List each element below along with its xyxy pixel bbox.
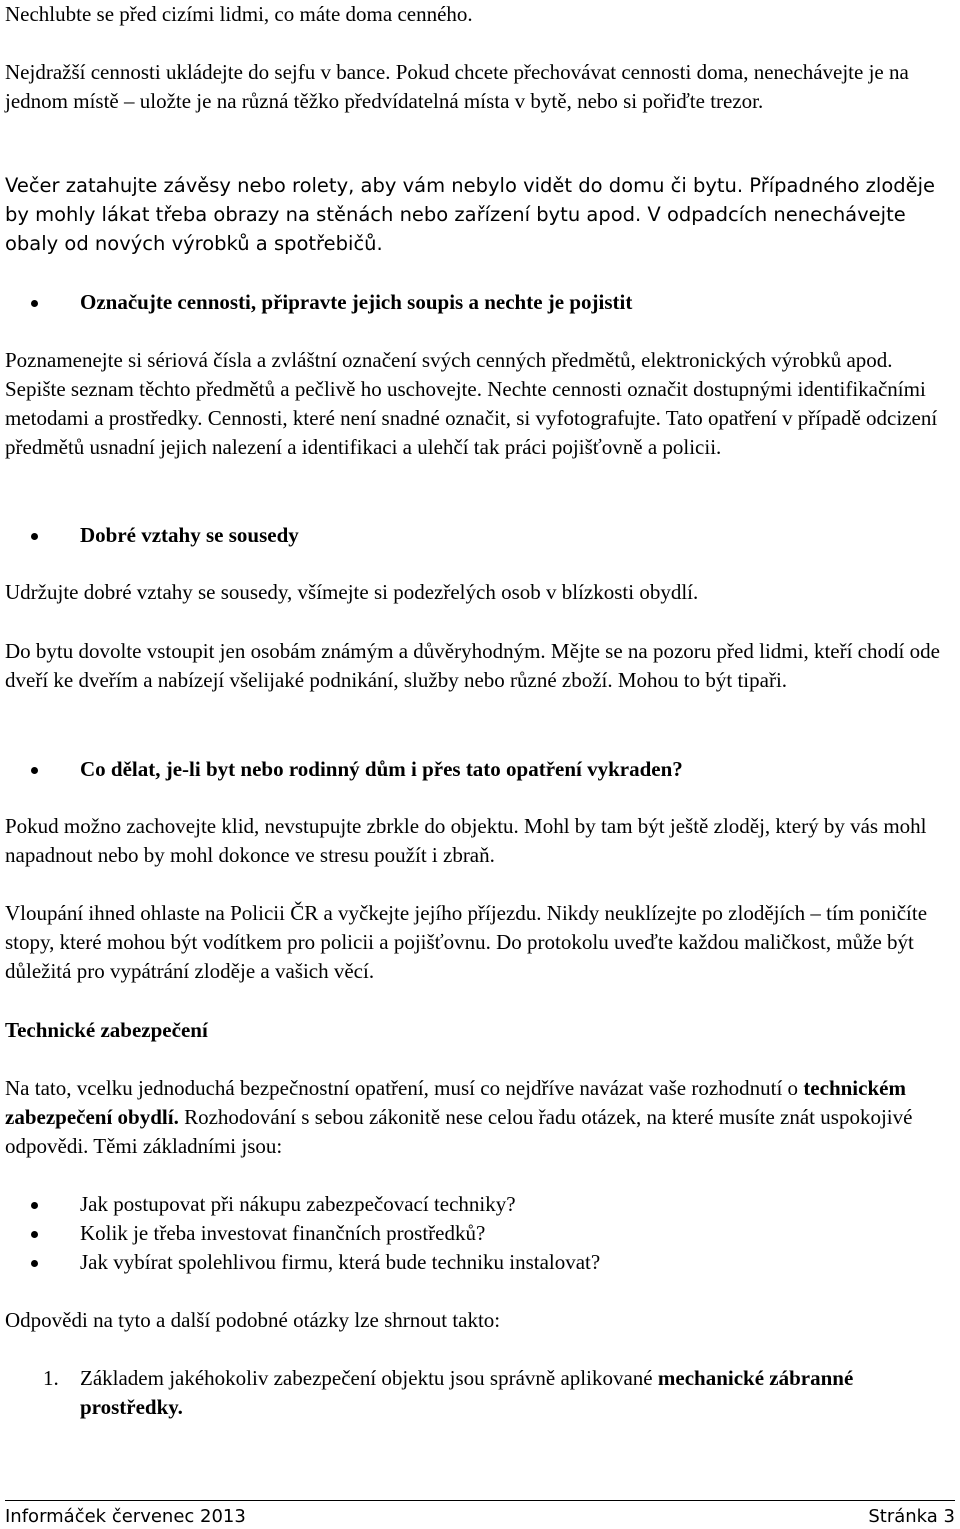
paragraph: Do bytu dovolte vstoupit jen osobám známým a důvěryhodným. Mějte se na pozoru před lidmi, kteří chodí ode dveří ke dveřím a nabízejí všelijaké podnikání, služby nebo různé zboží. Mohou to být tipaři. xyxy=(5,639,940,692)
list-item: Jak postupovat při nákupu zabezpečovací techniky? xyxy=(5,1190,955,1219)
footer-publication: Informáček červenec 2013 xyxy=(5,1506,246,1527)
section-heading: Označujte cennosti, připravte jejich soupis a nechte je pojistit xyxy=(5,288,960,317)
bullet-icon xyxy=(31,767,38,774)
paragraph: Vloupání ihned ohlaste na Policii ČR a vyčkejte jejího příjezdu. Nikdy neuklízejte po zlodějích – tím poničíte stopy, které mohou být vodítkem pro policii a pojišťovnu. Do protokolu uveďte každou maličkost, může být důležitá pro vypátrání zloděje a vašich věcí. xyxy=(5,901,928,983)
paragraph: Udržujte dobré vztahy se sousedy, všímejte si podezřelých osob v blízkosti obydlí. xyxy=(5,580,699,604)
section-heading: Dobré vztahy se sousedy xyxy=(5,521,960,550)
bullet-icon xyxy=(31,1231,38,1238)
section-heading: Co dělat, je-li byt nebo rodinný dům i přes tato opatření vykraden? xyxy=(5,755,960,784)
bullet-icon xyxy=(31,1202,38,1209)
page-footer xyxy=(5,1500,955,1527)
section-heading: Technické zabezpečení xyxy=(5,1018,208,1042)
bullet-icon xyxy=(31,533,38,540)
paragraph: Na tato, vcelku jednoduchá bezpečnostní opatření, musí co nejdříve navázat vaše rozhodnutí o technickém zabezpečení obydlí. Rozhodování s sebou zákonitě nese celou řadu otázek, na které musíte znát uspokojivé odpovědi. Těmi základními jsou: xyxy=(5,1076,913,1158)
list-item: Kolik je třeba investovat finančních prostředků? xyxy=(5,1219,955,1248)
list-item: Jak vybírat spolehlivou firmu, která bude techniku instalovat? xyxy=(5,1248,955,1277)
question-list xyxy=(5,1190,955,1277)
footer-page-number: Stránka 3 xyxy=(868,1506,955,1527)
numbered-item: 1. Základem jakéhokoliv zabezpečení objektu jsou správně aplikované mechanické zábranné prostředky. xyxy=(43,1366,854,1419)
bullet-icon xyxy=(31,1260,38,1267)
paragraph: Nejdražší cennosti ukládejte do sejfu v bance. Pokud chcete přechovávat cennosti doma, nenechávejte je na jednom místě – uložte je na různá těžko předvídatelná místa v bytě, nebo si pořiďte trezor. xyxy=(5,60,909,113)
paragraph: Večer zatahujte závěsy nebo rolety, aby vám nebylo vidět do domu či bytu. Případného zloděje by mohly lákat třeba obrazy na stěnách nebo zařízení bytu apod. V odpadcích nenechávejte obaly od nových výrobků a spotřebičů. xyxy=(5,174,936,255)
bullet-icon xyxy=(31,300,38,307)
paragraph: Odpovědi na tyto a další podobné otázky lze shrnout takto: xyxy=(5,1308,501,1332)
paragraph: Pokud možno zachovejte klid, nevstupujte zbrkle do objektu. Mohl by tam být ještě zloděj, který by vás mohl napadnout nebo by mohl dokonce ve stresu použít i zbraň. xyxy=(5,814,927,867)
paragraph: Poznamenejte si sériová čísla a zvláštní označení svých cenných předmětů, elektronických výrobků apod. Sepište seznam těchto předmětů a pečlivě ho uschovejte. Nechte cennosti označit dostupnými identifikačními metodami a prostředky. Cennosti, které není snadné označit, si vyfotografujte. Tato opatření v případě odcizení předmětů usnadní jejich nalezení a identifikaci a ulehčí tak práci pojišťovně a policii. xyxy=(5,348,938,459)
paragraph: Nechlubte se před cizími lidmi, co máte doma cenného. xyxy=(5,2,473,26)
